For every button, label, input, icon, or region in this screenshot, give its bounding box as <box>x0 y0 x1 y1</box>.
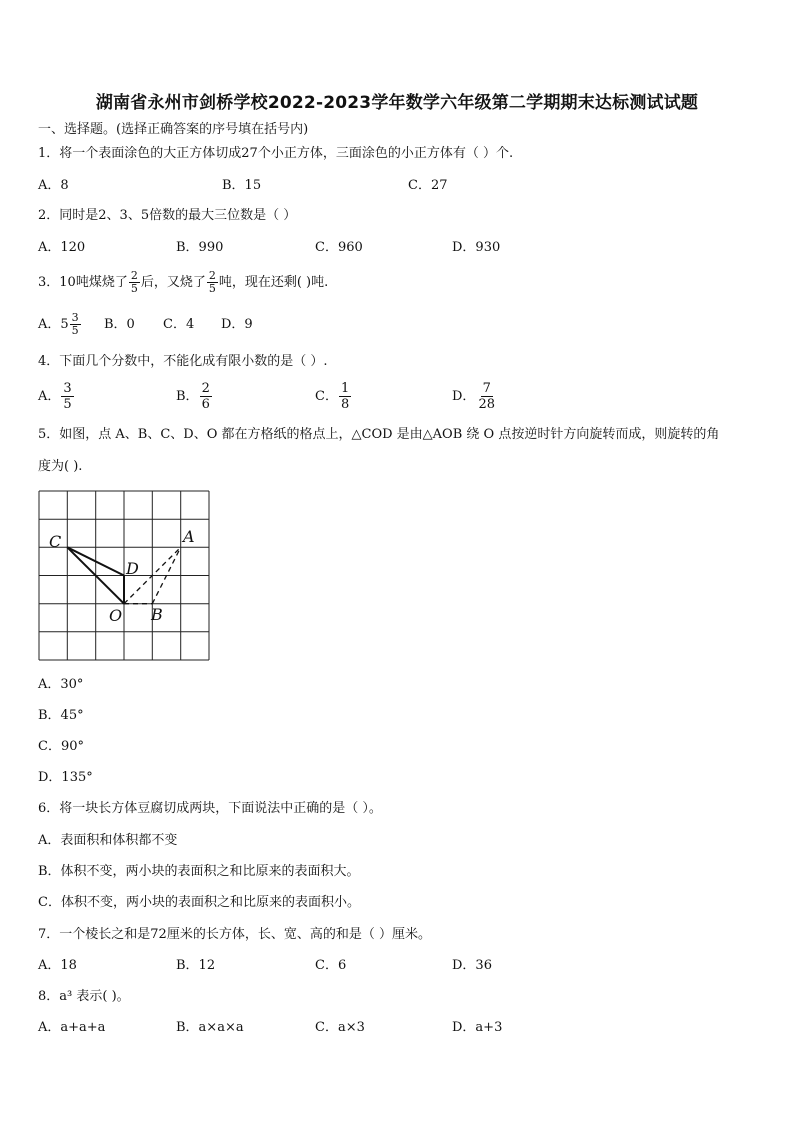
q3-text-part2: 后，又烧了 <box>140 275 206 290</box>
q3-option-b: B．0 <box>104 317 135 332</box>
q3-f1-denominator: 5 <box>130 282 138 295</box>
question-8-stem: 8．a³ 表示( )。 <box>38 989 130 1004</box>
q3-f2-denominator: 5 <box>208 282 216 295</box>
q5-option-d: D．135° <box>38 770 93 785</box>
q4-option-d-label: D． <box>452 389 476 404</box>
q4-d-denominator: 28 <box>478 397 495 412</box>
page-title: 湖南省永州市剑桥学校2022-2023学年数学六年级第二学期期末达标测试试题 <box>95 93 699 113</box>
q5-option-a: A．30° <box>38 677 84 692</box>
question-2-stem: 2．同时是2、3、5倍数的最大三位数是（ ） <box>38 208 297 223</box>
q3-text-part1: 3．10吨煤烧了 <box>38 275 128 290</box>
q3-option-a-whole: A．5 <box>38 317 69 332</box>
q4-option-b-fraction <box>200 381 212 412</box>
q8-option-c: C．a×3 <box>315 1020 365 1035</box>
q4-a-denominator: 5 <box>63 397 72 412</box>
q2-option-c: C．960 <box>315 240 363 255</box>
q7-option-b: B．12 <box>176 958 216 973</box>
point-label-b: B <box>151 605 163 624</box>
q3-a-numerator: 3 <box>71 311 79 324</box>
q3-option-d: D．9 <box>221 317 253 332</box>
q3-f2-numerator: 2 <box>208 269 216 282</box>
q4-option-b <box>176 380 213 414</box>
q4-c-numerator: 1 <box>340 381 350 396</box>
q4-option-a <box>38 380 75 414</box>
q6-option-b: B．体积不变，两小块的表面积之和比原来的表面积大。 <box>38 864 360 879</box>
q3-option-a <box>38 310 82 340</box>
point-label-d: D <box>126 559 139 578</box>
point-label-a: A <box>183 527 195 546</box>
question-1-stem: 1．将一个表面涂色的大正方体切成27个小正方体，三面涂色的小正方体有（ ）个. <box>38 146 514 161</box>
q3-fraction-2 <box>207 270 218 295</box>
q3-f1-numerator: 2 <box>130 269 138 282</box>
point-label-c: C <box>49 532 62 551</box>
q7-option-c: C．6 <box>315 958 347 973</box>
q6-option-c: C．体积不变，两小块的表面积之和比原来的表面积小。 <box>38 895 360 910</box>
point-label-o: O <box>109 606 123 625</box>
q7-option-d: D．36 <box>452 958 492 973</box>
q3-a-denominator: 5 <box>71 324 79 337</box>
question-7-stem: 7．一个棱长之和是72厘米的长方体，长、宽、高的和是（ ）厘米。 <box>38 927 431 942</box>
rotation-grid-figure <box>38 489 210 663</box>
q3-text-part3: 吨，现在还剩( )吨. <box>218 275 329 290</box>
q4-option-c <box>315 380 352 414</box>
q7-option-a: A．18 <box>38 958 77 973</box>
question-5-stem-line2: 度为( ). <box>38 459 83 474</box>
q3-fraction-1 <box>129 270 140 295</box>
q5-option-b: B．45° <box>38 708 84 723</box>
q4-c-denominator: 8 <box>340 397 350 412</box>
q1-option-c: C．27 <box>408 178 448 193</box>
q4-option-a-fraction <box>61 381 73 412</box>
q2-option-b: B．990 <box>176 240 224 255</box>
q4-option-d-fraction <box>476 381 497 412</box>
question-6-stem: 6．将一块长方体豆腐切成两块，下面说法中正确的是（ ）。 <box>38 801 382 816</box>
q4-option-d <box>452 380 498 414</box>
q4-b-numerator: 2 <box>201 381 210 396</box>
q4-b-denominator: 6 <box>201 397 210 412</box>
q4-option-c-fraction <box>339 381 351 412</box>
q4-d-numerator: 7 <box>482 381 491 396</box>
q1-option-b: B．15 <box>222 178 262 193</box>
q8-option-d: D．a+3 <box>452 1020 503 1035</box>
q2-option-a: A．120 <box>38 240 86 255</box>
question-3-stem <box>38 268 328 298</box>
question-4-stem: 4．下面几个分数中，不能化成有限小数的是（ ）. <box>38 354 328 369</box>
q4-option-c-label: C． <box>315 389 338 404</box>
q4-option-a-label: A． <box>38 389 61 404</box>
q2-option-d: D．930 <box>452 240 501 255</box>
q8-option-a: A．a+a+a <box>38 1020 106 1035</box>
q4-a-numerator: 3 <box>63 381 72 396</box>
q6-option-a: A．表面积和体积都不变 <box>38 833 178 848</box>
q3-option-c: C．4 <box>163 317 195 332</box>
q3-option-a-fraction <box>70 312 81 337</box>
section-heading: 一、选择题。(选择正确答案的序号填在括号内) <box>38 122 309 137</box>
q8-option-b: B．a×a×a <box>176 1020 244 1035</box>
q5-option-c: C．90° <box>38 739 84 754</box>
question-5-stem-line1: 5．如图，点 A、B、C、D、O 都在方格纸的格点上，△COD 是由△AOB 绕 O 点按逆时针方向旋转而成，则旋转的角 <box>38 427 720 442</box>
q4-option-b-label: B． <box>176 389 199 404</box>
q1-option-a: A．8 <box>38 178 69 193</box>
